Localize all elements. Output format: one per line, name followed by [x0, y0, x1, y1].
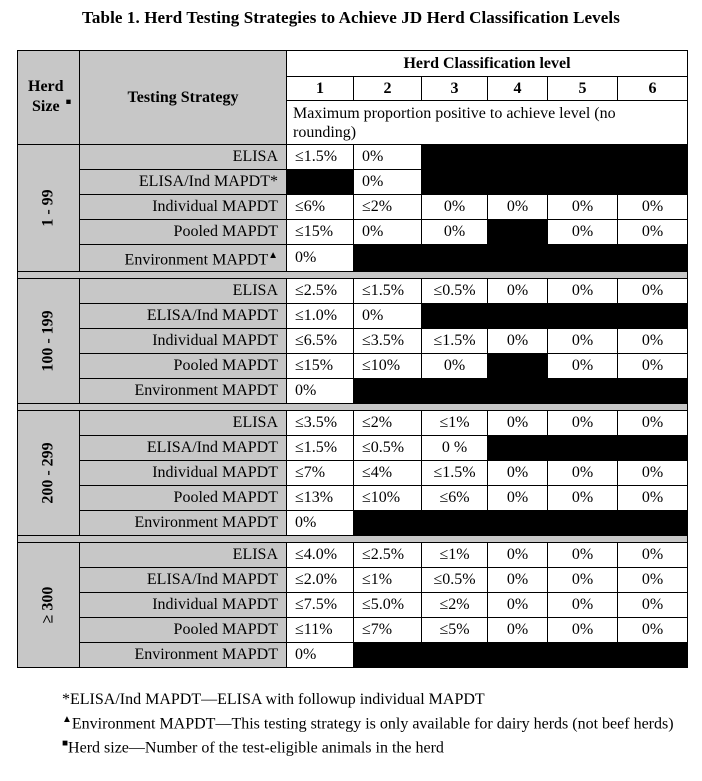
- not-applicable-cell: [422, 643, 488, 668]
- value-cell: 0%: [548, 593, 618, 618]
- value-cell: 0%: [618, 195, 688, 220]
- value-cell: 0%: [422, 220, 488, 245]
- value-cell: 0%: [618, 461, 688, 486]
- value-cell: 0%: [618, 354, 688, 379]
- not-applicable-cell: [354, 245, 422, 272]
- strategy-label-text: Individual MAPDT: [152, 464, 278, 482]
- value-cell: ≤1.5%: [354, 279, 422, 304]
- value-cell: 0%: [422, 195, 488, 220]
- not-applicable-cell: [422, 379, 488, 404]
- value-cell: 0%: [488, 593, 548, 618]
- footnotes: [62, 690, 682, 759]
- value-cell: 0%: [548, 329, 618, 354]
- footnote-mark: ▲: [62, 714, 72, 725]
- herd-size-footnote-mark: ■: [65, 96, 72, 107]
- not-applicable-cell: [488, 379, 548, 404]
- value-cell: ≤1.5%: [287, 145, 354, 170]
- value-cell: ≤13%: [287, 486, 354, 511]
- table-row: [18, 543, 688, 568]
- not-applicable-cell: [422, 304, 488, 329]
- value-cell: ≤1%: [422, 543, 488, 568]
- strategy-label-text: Environment MAPDT: [134, 514, 278, 532]
- value-cell: 0%: [354, 170, 422, 195]
- value-cell: ≤1%: [354, 568, 422, 593]
- table-row: [18, 436, 688, 461]
- value-cell: 0%: [488, 461, 548, 486]
- footnote-triangle-mark: ▲: [268, 250, 278, 261]
- not-applicable-cell: [618, 245, 688, 272]
- strategy-label-text: ELISA/Ind MAPDT*: [138, 173, 278, 190]
- value-cell: 0%: [354, 220, 422, 245]
- footnote: [62, 734, 682, 758]
- not-applicable-cell: [422, 145, 488, 170]
- strategy-label-text: ELISA: [232, 282, 278, 300]
- table-row: [18, 618, 688, 643]
- footnote: [62, 690, 682, 710]
- strategy-label: [80, 145, 287, 170]
- footnote-mark: *: [62, 691, 70, 708]
- value-cell: ≤1.5%: [422, 461, 488, 486]
- strategy-label: [80, 220, 287, 245]
- value-cell: 0%: [488, 618, 548, 643]
- not-applicable-cell: [548, 245, 618, 272]
- strategy-label-text: Individual MAPDT: [152, 596, 278, 614]
- value-cell: ≤2%: [422, 593, 488, 618]
- value-cell: 0%: [618, 543, 688, 568]
- table-row: [18, 220, 688, 245]
- group-separator: [18, 272, 688, 279]
- value-cell: ≤3.5%: [287, 411, 354, 436]
- herd-size-header-text: Herd Size: [28, 78, 64, 115]
- strategy-label-text: Pooled MAPDT: [173, 489, 278, 507]
- not-applicable-cell: [488, 511, 548, 536]
- not-applicable-cell: [287, 170, 354, 195]
- not-applicable-cell: [488, 436, 548, 461]
- value-cell: 0%: [488, 411, 548, 436]
- strategy-label: [80, 486, 287, 511]
- not-applicable-cell: [618, 436, 688, 461]
- table-row: [18, 170, 688, 195]
- not-applicable-cell: [354, 511, 422, 536]
- value-cell: 0%: [488, 568, 548, 593]
- footnote-text: ELISA/Ind MAPDT—ELISA with followup individual MAPDT: [70, 691, 485, 708]
- strategy-label: [80, 279, 287, 304]
- strategy-label-text: Pooled MAPDT: [173, 621, 278, 639]
- not-applicable-cell: [488, 304, 548, 329]
- not-applicable-cell: [618, 511, 688, 536]
- table-row: [18, 245, 688, 272]
- value-cell: 0%: [548, 461, 618, 486]
- not-applicable-cell: [488, 220, 548, 245]
- herd-testing-table: [17, 50, 688, 668]
- footnote-text: Environment MAPDT—This testing strategy is only available for dairy herds (not beef herds): [71, 715, 674, 733]
- value-cell: ≤4.0%: [287, 543, 354, 568]
- value-cell: ≤6%: [287, 195, 354, 220]
- strategy-label-text: ELISA/Ind MAPDT: [146, 571, 278, 589]
- table-row: [18, 304, 688, 329]
- table-row: [18, 486, 688, 511]
- value-cell: 0%: [618, 593, 688, 618]
- value-cell: 0%: [618, 486, 688, 511]
- table-row: [18, 379, 688, 404]
- herd-size-group-text: 100 - 199: [39, 310, 57, 372]
- group-separator: [18, 536, 688, 543]
- strategy-label: [80, 304, 287, 329]
- not-applicable-cell: [488, 245, 548, 272]
- strategy-label: [80, 354, 287, 379]
- testing-strategy-header: Testing Strategy: [80, 51, 287, 145]
- value-cell: ≤10%: [354, 486, 422, 511]
- value-cell: 0%: [548, 568, 618, 593]
- herd-size-group-text: ≥ 300: [39, 586, 57, 624]
- level-header-1: 1: [287, 77, 354, 101]
- strategy-label-text: Pooled MAPDT: [173, 357, 278, 375]
- value-cell: 0%: [422, 354, 488, 379]
- not-applicable-cell: [488, 170, 548, 195]
- value-cell: ≤2.5%: [354, 543, 422, 568]
- strategy-label: [80, 643, 287, 668]
- value-cell: 0%: [618, 618, 688, 643]
- not-applicable-cell: [548, 170, 618, 195]
- value-cell: ≤4%: [354, 461, 422, 486]
- not-applicable-cell: [548, 643, 618, 668]
- value-cell: 0%: [548, 220, 618, 245]
- value-cell: ≤7%: [354, 618, 422, 643]
- not-applicable-cell: [422, 511, 488, 536]
- not-applicable-cell: [548, 304, 618, 329]
- herd-size-group-label: [18, 411, 80, 536]
- classification-level-header: Herd Classification level: [287, 51, 688, 77]
- value-cell: 0%: [287, 643, 354, 668]
- value-cell: ≤3.5%: [354, 329, 422, 354]
- value-cell: 0%: [488, 486, 548, 511]
- level-header-2: 2: [354, 77, 422, 101]
- not-applicable-cell: [548, 379, 618, 404]
- value-cell: ≤1%: [422, 411, 488, 436]
- value-cell: ≤2%: [354, 195, 422, 220]
- value-cell: ≤0.5%: [422, 568, 488, 593]
- strategy-label: [80, 568, 287, 593]
- table-row: [18, 568, 688, 593]
- value-cell: 0%: [548, 195, 618, 220]
- value-cell: 0%: [488, 195, 548, 220]
- herd-size-group-text: 1 - 99: [39, 189, 57, 227]
- value-cell: ≤7%: [287, 461, 354, 486]
- level-header-4: 4: [488, 77, 548, 101]
- value-cell: ≤6%: [422, 486, 488, 511]
- table-row: [18, 354, 688, 379]
- value-cell: ≤1.5%: [422, 329, 488, 354]
- strategy-label-text: ELISA: [232, 148, 278, 165]
- table-row: [18, 643, 688, 668]
- not-applicable-cell: [618, 170, 688, 195]
- table-title: Table 1. Herd Testing Strategies to Achieve JD Herd Classification Levels: [82, 8, 620, 27]
- not-applicable-cell: [618, 145, 688, 170]
- strategy-label: [80, 436, 287, 461]
- table-row: [18, 593, 688, 618]
- strategy-label: [80, 170, 287, 195]
- not-applicable-cell: [354, 379, 422, 404]
- strategy-label: [80, 461, 287, 486]
- value-cell: ≤0.5%: [354, 436, 422, 461]
- value-cell: 0%: [488, 279, 548, 304]
- strategy-label: [80, 195, 287, 220]
- strategy-label-text: ELISA/Ind MAPDT: [146, 439, 278, 457]
- strategy-label: [80, 618, 287, 643]
- strategy-label-text: Environment MAPDT: [124, 251, 269, 269]
- value-cell: ≤7.5%: [287, 593, 354, 618]
- not-applicable-cell: [548, 145, 618, 170]
- herd-size-group-text: 200 - 299: [39, 442, 57, 504]
- table-row: [18, 145, 688, 170]
- not-applicable-cell: [618, 379, 688, 404]
- value-cell: ≤15%: [287, 354, 354, 379]
- not-applicable-cell: [488, 354, 548, 379]
- value-cell: 0%: [548, 411, 618, 436]
- value-cell: 0%: [287, 245, 354, 272]
- strategy-label-text: Individual MAPDT: [152, 332, 278, 350]
- value-cell: ≤10%: [354, 354, 422, 379]
- value-cell: 0%: [488, 329, 548, 354]
- strategy-label: [80, 329, 287, 354]
- strategy-label: [80, 511, 287, 536]
- value-cell: ≤5%: [422, 618, 488, 643]
- herd-size-group-label: [18, 279, 80, 404]
- strategy-label: [80, 411, 287, 436]
- value-cell: ≤5.0%: [354, 593, 422, 618]
- value-cell: ≤1.5%: [287, 436, 354, 461]
- strategy-label-text: Environment MAPDT: [134, 382, 278, 400]
- value-cell: 0%: [287, 511, 354, 536]
- level-header-6: 6: [618, 77, 688, 101]
- group-separator: [18, 404, 688, 411]
- table-row: [18, 411, 688, 436]
- strategy-label: [80, 379, 287, 404]
- herd-size-group-label: [18, 145, 80, 272]
- max-proportion-note: Maximum proportion positive to achieve level (no rounding): [287, 101, 688, 145]
- not-applicable-cell: [618, 304, 688, 329]
- value-cell: ≤6.5%: [287, 329, 354, 354]
- value-cell: 0%: [548, 486, 618, 511]
- value-cell: 0%: [548, 279, 618, 304]
- strategy-label-text: ELISA: [232, 414, 278, 432]
- value-cell: ≤15%: [287, 220, 354, 245]
- value-cell: 0 %: [422, 436, 488, 461]
- strategy-label: [80, 543, 287, 568]
- value-cell: 0%: [548, 354, 618, 379]
- strategy-label-text: Individual MAPDT: [152, 198, 278, 215]
- strategy-label-text: Environment MAPDT: [134, 646, 278, 664]
- not-applicable-cell: [488, 145, 548, 170]
- footnote-mark: ■: [62, 738, 69, 750]
- not-applicable-cell: [422, 170, 488, 195]
- value-cell: 0%: [354, 145, 422, 170]
- herd-size-group-label: [18, 543, 80, 668]
- footnote: [62, 710, 682, 734]
- value-cell: 0%: [618, 220, 688, 245]
- not-applicable-cell: [354, 643, 422, 668]
- strategy-label: [80, 593, 287, 618]
- value-cell: 0%: [618, 568, 688, 593]
- value-cell: ≤2.0%: [287, 568, 354, 593]
- strategy-label: [80, 245, 287, 272]
- value-cell: 0%: [488, 543, 548, 568]
- herd-testing-table-wrapper: [17, 50, 687, 668]
- level-header-3: 3: [422, 77, 488, 101]
- not-applicable-cell: [548, 436, 618, 461]
- footnote-text: Herd size—Number of the test-eligible animals in the herd: [68, 739, 444, 757]
- not-applicable-cell: [548, 511, 618, 536]
- table-row: [18, 279, 688, 304]
- value-cell: ≤1.0%: [287, 304, 354, 329]
- value-cell: 0%: [548, 618, 618, 643]
- herd-size-header: [18, 51, 80, 145]
- not-applicable-cell: [422, 245, 488, 272]
- value-cell: 0%: [548, 543, 618, 568]
- level-header-5: 5: [548, 77, 618, 101]
- strategy-label-text: ELISA/Ind MAPDT: [146, 307, 278, 325]
- table-row: [18, 329, 688, 354]
- table-row: [18, 461, 688, 486]
- not-applicable-cell: [488, 643, 548, 668]
- value-cell: ≤2.5%: [287, 279, 354, 304]
- value-cell: 0%: [618, 411, 688, 436]
- strategy-label-text: ELISA: [232, 546, 278, 564]
- value-cell: 0%: [354, 304, 422, 329]
- value-cell: 0%: [287, 379, 354, 404]
- table-row: [18, 195, 688, 220]
- strategy-label-text: Pooled MAPDT: [173, 223, 278, 240]
- table-row: [18, 511, 688, 536]
- value-cell: 0%: [618, 329, 688, 354]
- value-cell: 0%: [618, 279, 688, 304]
- value-cell: ≤2%: [354, 411, 422, 436]
- value-cell: ≤0.5%: [422, 279, 488, 304]
- value-cell: ≤11%: [287, 618, 354, 643]
- not-applicable-cell: [618, 643, 688, 668]
